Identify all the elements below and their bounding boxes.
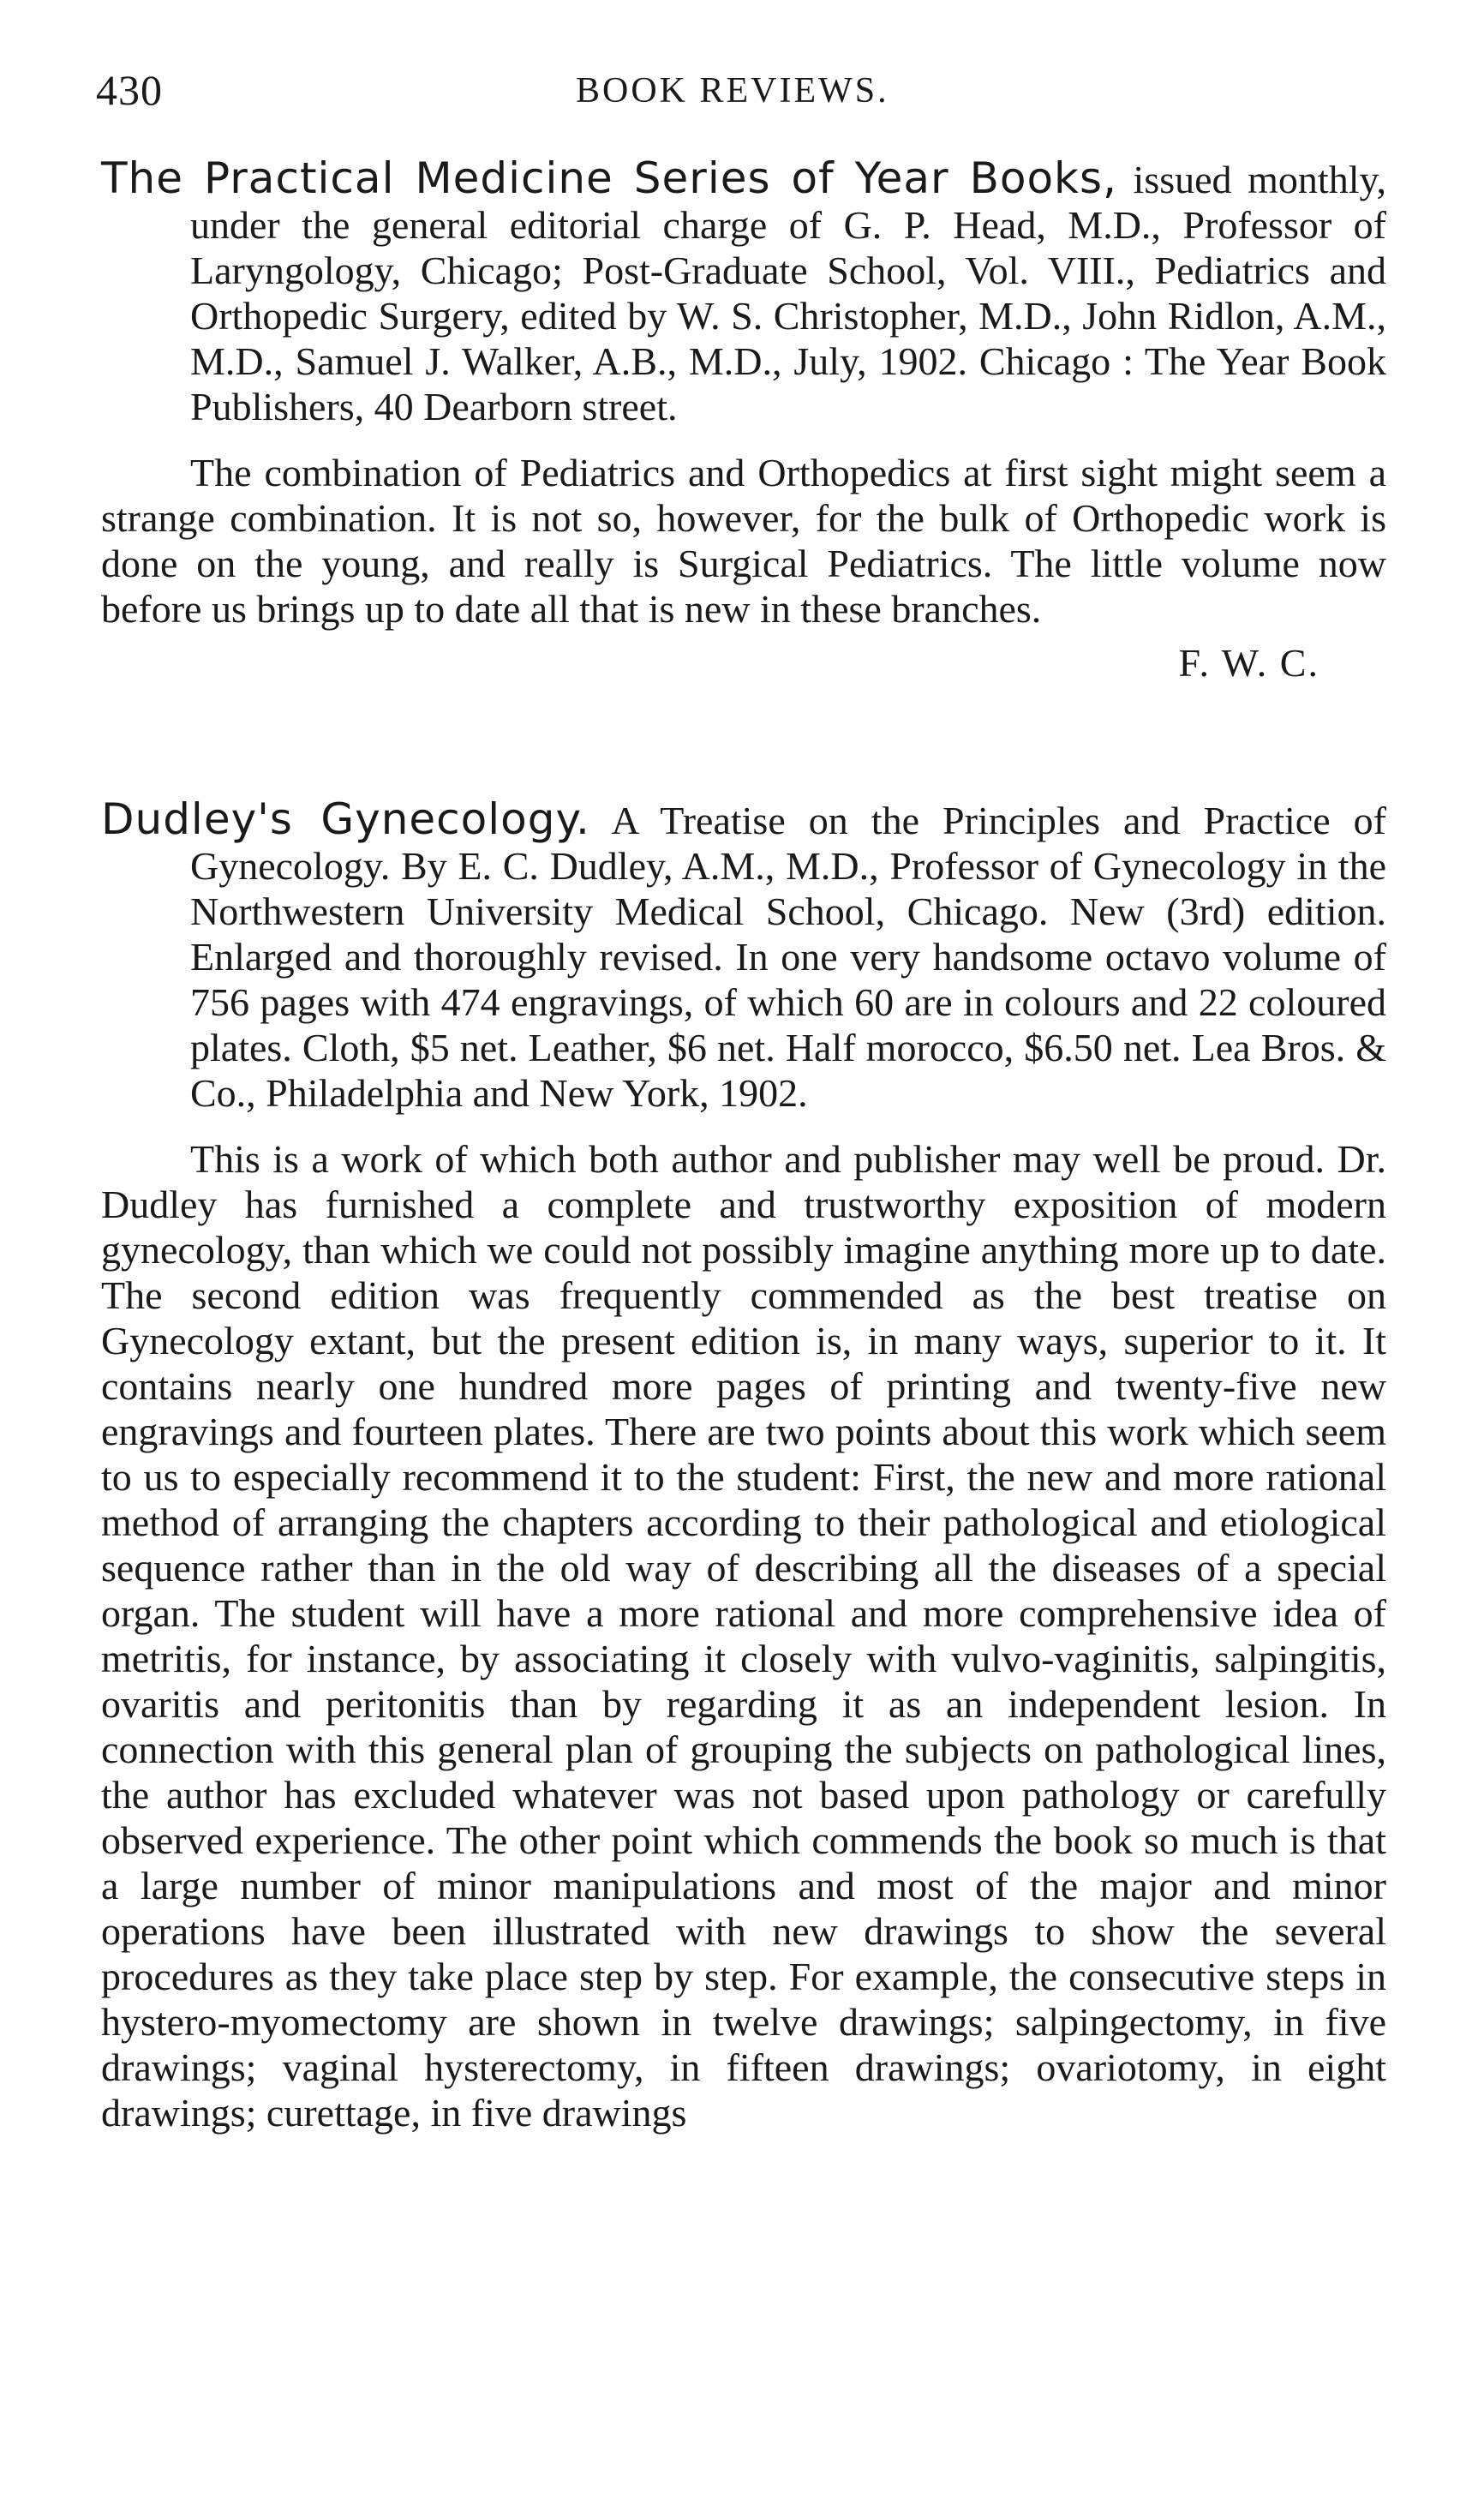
review-citation [101,794,1386,1116]
page-header [96,65,1381,125]
citation-details: A Treatise on the Principles and Practice of Gynecology. By E. C. Dudley, A.M., M.D., Professor of Gynecology in the Northwestern University Medical School, Chicago. New (3rd) edition. Enlarged and thoroughly revised. In one very handsome octavo volume of 756 pages with 474 engravings, of which 60 are in colours and 22 coloured plates. Cloth, $5 net. Leather, $6 net. Half morocco, $6.50 net. Lea Bros. & Co., Philadelphia and New York, 1902. [190,799,1386,1115]
book-title: The Practical Medicine Series of Year Books, [101,153,1117,203]
review-practical-medicine [101,153,1386,686]
page-number: 430 [96,66,163,114]
reviewer-signature: F. W. C. [1178,641,1319,685]
review-citation [101,153,1386,429]
review-dudleys-gynecology [101,794,1386,2135]
review-paragraph: This is a work of which both author and publisher may well be proud. Dr. Dudley has furnished a complete and trustworthy exposition of modern gynecology, than which we could not possibly imagine anything more up to date. The second edition was frequently commended as the best treatise on Gynecology extant, but the present edition is, in many ways, superior to it. It contains nearly one hundred more pages of printing and twenty-five new engravings and fourteen plates. There are two points about this work which seem to us to especially recommend it to the student: First, the new and more rational method of arranging the chapters according to their pathological and etiological sequence rather than in the old way of describing all the diseases of a special organ. The student will have a more rational and more comprehensive idea of metritis, for instance, by associating it closely with vulvo-vaginitis, salpingitis, ovaritis and peritonitis than by regarding it as an independent lesion. In connection with this general plan of grouping the subjects on pathological lines, the author has excluded whatever was not based upon pathology or carefully observed experience. The other point which commends the book so much is that a large number of minor manipulations and most of the major and minor operations have been illustrated with new drawings to show the several procedures as they take place step by step. For example, the consecutive steps in hystero-myomectomy are shown in twelve drawings; salpingectomy, in five drawings; vaginal hysterectomy, in fifteen drawings; ovariotomy, in eight drawings; curettage, in five drawings [101,1137,1386,2135]
citation-details: issued monthly, under the general editorial charge of G. P. Head, M.D., Professor of Laryngology, Chicago; Post-Graduate School, Vol. VIII., Pediatrics and Orthopedic Surgery, edited by W. S. Christopher, M.D., John Ridlon, A.M., M.D., Samuel J. Walker, A.B., M.D., July, 1902. Chicago : The Year Book Publishers, 40 Dearborn street. [190,158,1386,428]
book-title: Dudley's Gynecology. [101,794,590,844]
running-head: BOOK REVIEWS. [576,71,889,111]
review-paragraph: The combination of Pediatrics and Orthopedics at first sight might seem a strange combination. It is not so, however, for the bulk of Orthopedic work is done on the young, and really is Surgical Pediatrics. The little volume now before us brings up to date all that is new in these branches. [101,451,1386,631]
